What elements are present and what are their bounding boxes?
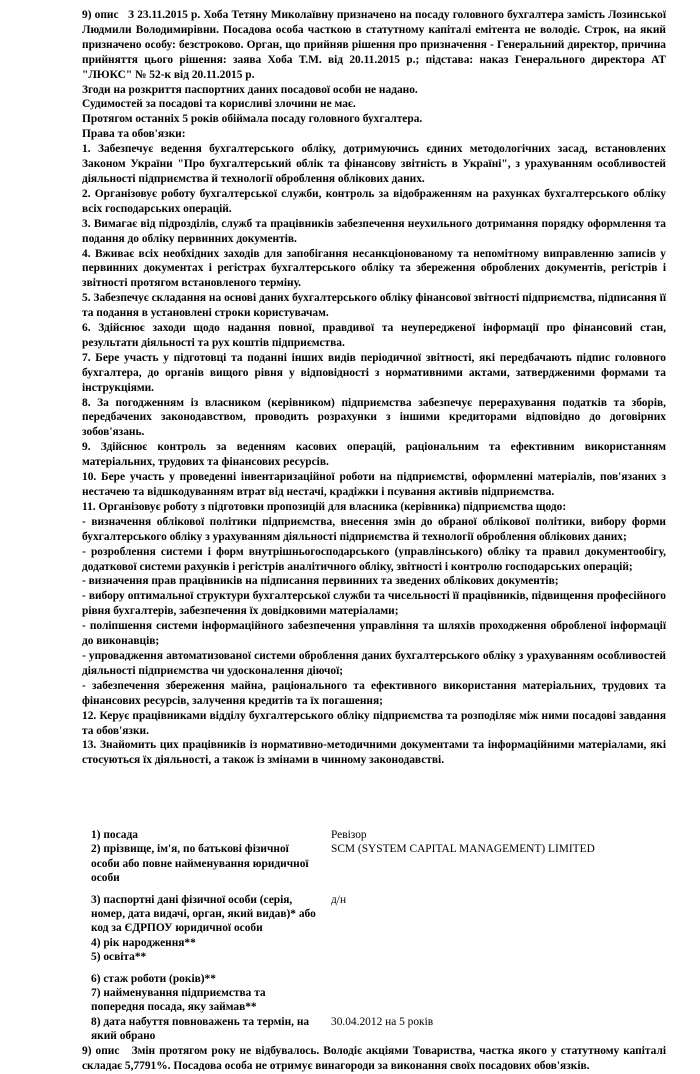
field-value: SCM (SYSTEM CAPITAL MANAGEMENT) LIMITED <box>331 843 595 856</box>
form-row <box>82 842 666 893</box>
field-label: 3) паспортні дані фізичної особи (серія, номер, дата видачі, орган, який видав)* або код за ЄДРПОУ юридичної особи <box>91 894 316 935</box>
form-row <box>82 893 666 936</box>
duty-subitem: - визначення прав працівників на підписання первинних та зведених облікових документів; <box>82 575 559 588</box>
text-line: Згоди на розкриття паспортних даних посадової особи не надано. <box>82 83 418 96</box>
field-label: 4) рік народження** <box>91 936 196 949</box>
duty-item: 8. За погодженням із власником (керівником) підприємства забезпечує перерахування податків та зборів, передбачених законодавством, проводить розрахунки з іншими кредиторами відповідно до договірних зобов'язань. <box>82 396 666 439</box>
field-value: Ревізор <box>331 829 367 842</box>
field-label: 2) прізвище, ім'я, по батькові фізичної особи або повне найменування юридичної особи <box>91 843 309 884</box>
document-page <box>82 8 666 1074</box>
form-row <box>82 986 666 1014</box>
duty-item: 3. Вимагає від підрозділів, служб та працівників забезпечення неухильного дотримання порядку оформлення та подання до обліку первинних документів. <box>82 217 666 245</box>
duty-subitem: - розроблення системи і форм внутрішньогосподарського (управлінського) обліку та правил документообігу, додаткової системи рахунків і регістрів аналітичного обліку, звітності і контролю господарських операцій; <box>82 545 666 573</box>
duty-item: 12. Керує працівниками відділу бухгалтерського обліку підприємства та розподіляє між ними посадові завдання та обов'язки. <box>82 709 666 737</box>
duty-item: 6. Здійснює заходи щодо надання повної, правдивої та неупередженої інформації про фінансовий стан, результати діяльності та рух коштів підприємства. <box>82 322 666 349</box>
duty-subitem: - вибору оптимальної структури бухгалтерської служби та чисельності її працівників, підвищення професійного рівня бухгалтерів, забезпечення їх довідковими матеріалами; <box>82 590 666 618</box>
form-row <box>82 950 666 972</box>
spacer <box>82 768 666 828</box>
duty-item: 1. Забезпечує ведення бухгалтерського обліку, дотримуючись єдиних методологічних засад, встановлених Законом України "Про бухгалтерський облік та фінансову звітність в Україні", з урахуванням особливостей діяльності підприємства й технології оброблення облікових даних. <box>82 143 666 185</box>
official-description-block-2 <box>82 1044 666 1074</box>
duty-item: 5. Забезпечує складання на основі даних бухгалтерського обліку фінансової звітності підприємства, підписання її та подання в установлені строки користувачам. <box>82 292 666 320</box>
field-label: 1) посада <box>91 829 138 842</box>
field-value: д/н <box>331 894 347 907</box>
form-row <box>82 936 666 950</box>
field-value <box>319 972 666 986</box>
duty-item: 4. Вживає всіх необхідних заходів для запобігання несанкціонованому та непомітному виправленню записів у первинних документах і регістрах бухгалтерського обліку та збереження оброблених документів, регістрів і звітності протягом встановленого терміну. <box>82 247 666 290</box>
text-line: Протягом останніх 5 років обіймала посаду головного бухгалтера. <box>82 113 423 126</box>
duty-subitem: - упровадження автоматизованої системи оброблення даних бухгалтерського обліку з урахуванням особливостей діяльності підприємства чи удосконалення діючої; <box>82 649 666 677</box>
field-value <box>319 950 666 972</box>
duty-item: 9. Здійснює контроль за веденням касових операцій, раціональним та ефективним використанням матеріальних, трудових та фінансових ресурсів. <box>82 441 666 469</box>
duty-subitem: - визначення облікової політики підприємства, внесення змін до обраної облікової політики, вибору форми бухгалтерського обліку з урахуванням діяльності підприємства й технології оброблення облікових даних; <box>82 515 666 543</box>
duty-subitem: - поліпшення системи інформаційного забезпечення управління та шляхів проходження обробленої інформації до виконавців; <box>82 620 666 648</box>
field-value <box>319 936 666 950</box>
duty-item: 7. Бере участь у підготовці та поданні інших видів періодичної звітності, які передбачають підпис головного бухгалтера, до органів вищого рівня у відповідності з нормативними актами, затвердженими формами та інструкціями. <box>82 351 666 394</box>
rights-heading: Права та обов'язки: <box>82 128 186 141</box>
duty-item: 13. Знайомить цих працівників із нормативно-методичними документами та інформаційними матеріалами, які стосуються їх діяльності, а також із змінами в чинному законодавстві. <box>82 739 666 767</box>
duty-item: 2. Організовує роботу бухгалтерської служби, контроль за відображенням на рахунках бухгалтерського обліку всіх господарських операцій. <box>82 187 666 215</box>
field-value <box>319 986 666 1014</box>
duty-item: 11. Організовує роботу з підготовки пропозицій для власника (керівника) підприємства щодо: <box>82 500 567 513</box>
description-item-9 <box>82 1044 666 1074</box>
duty-subitem: - забезпечення збереження майна, раціонального та ефективного використання матеріальних, трудових та фінансових ресурсів, залучення кредитів та їх погашення; <box>82 679 666 707</box>
text-line: Судимостей за посадові та корисливі злочини не має. <box>82 98 356 111</box>
field-label: 6) стаж роботи (років)** <box>91 973 216 986</box>
duty-item: 10. Бере участь у проведенні інвентаризаційної роботи на підприємстві, оформленні матеріалів, пов'язаних з нестачею та відшкодуванням втрат від нестачі, крадіжки і псування активів підприємства. <box>82 471 666 498</box>
item-text: Змін протягом року не відбувалось. Володіє акціями Товариства, частка якого у статутному капіталі складає 5,7791%. Посадова особа не отримує винагороди за виконання своїх посадових обов'язків. <box>82 1045 666 1072</box>
form-row <box>82 1015 666 1043</box>
field-value: 30.04.2012 на 5 років <box>331 1015 434 1028</box>
field-label: 7) найменування підприємства та попередня посада, яку займав** <box>91 987 266 1014</box>
form-row <box>82 972 666 986</box>
official-description-block <box>82 8 666 768</box>
description-item-9 <box>82 8 666 83</box>
item-text: З 23.11.2015 р. Хоба Тетяну Миколаївну призначено на посаду головного бухгалтера замість Лозинської Людмили Володимирівни. Посадова особа часткою в статутному капіталі емітента не володіє. Строк, на який призначено особу: безстроково. Орган, що прийняв рішення про призначення - Генеральний директор, причина прийняття цього рішення: заява Хоба Т.М. від 20.11.2015 р.; підстава: наказ Генерального директора АТ "ЛЮКС" № 52-к від 20.11.2015 р. <box>82 9 666 81</box>
form-row <box>82 828 666 842</box>
item-label: 9) опис <box>82 9 119 21</box>
item-label: 9) опис <box>82 1045 120 1058</box>
official-form-table <box>82 828 666 1043</box>
field-label: 8) дата набуття повноважень та термін, на який обрано <box>91 1015 310 1042</box>
field-label: 5) освіта** <box>91 950 147 963</box>
